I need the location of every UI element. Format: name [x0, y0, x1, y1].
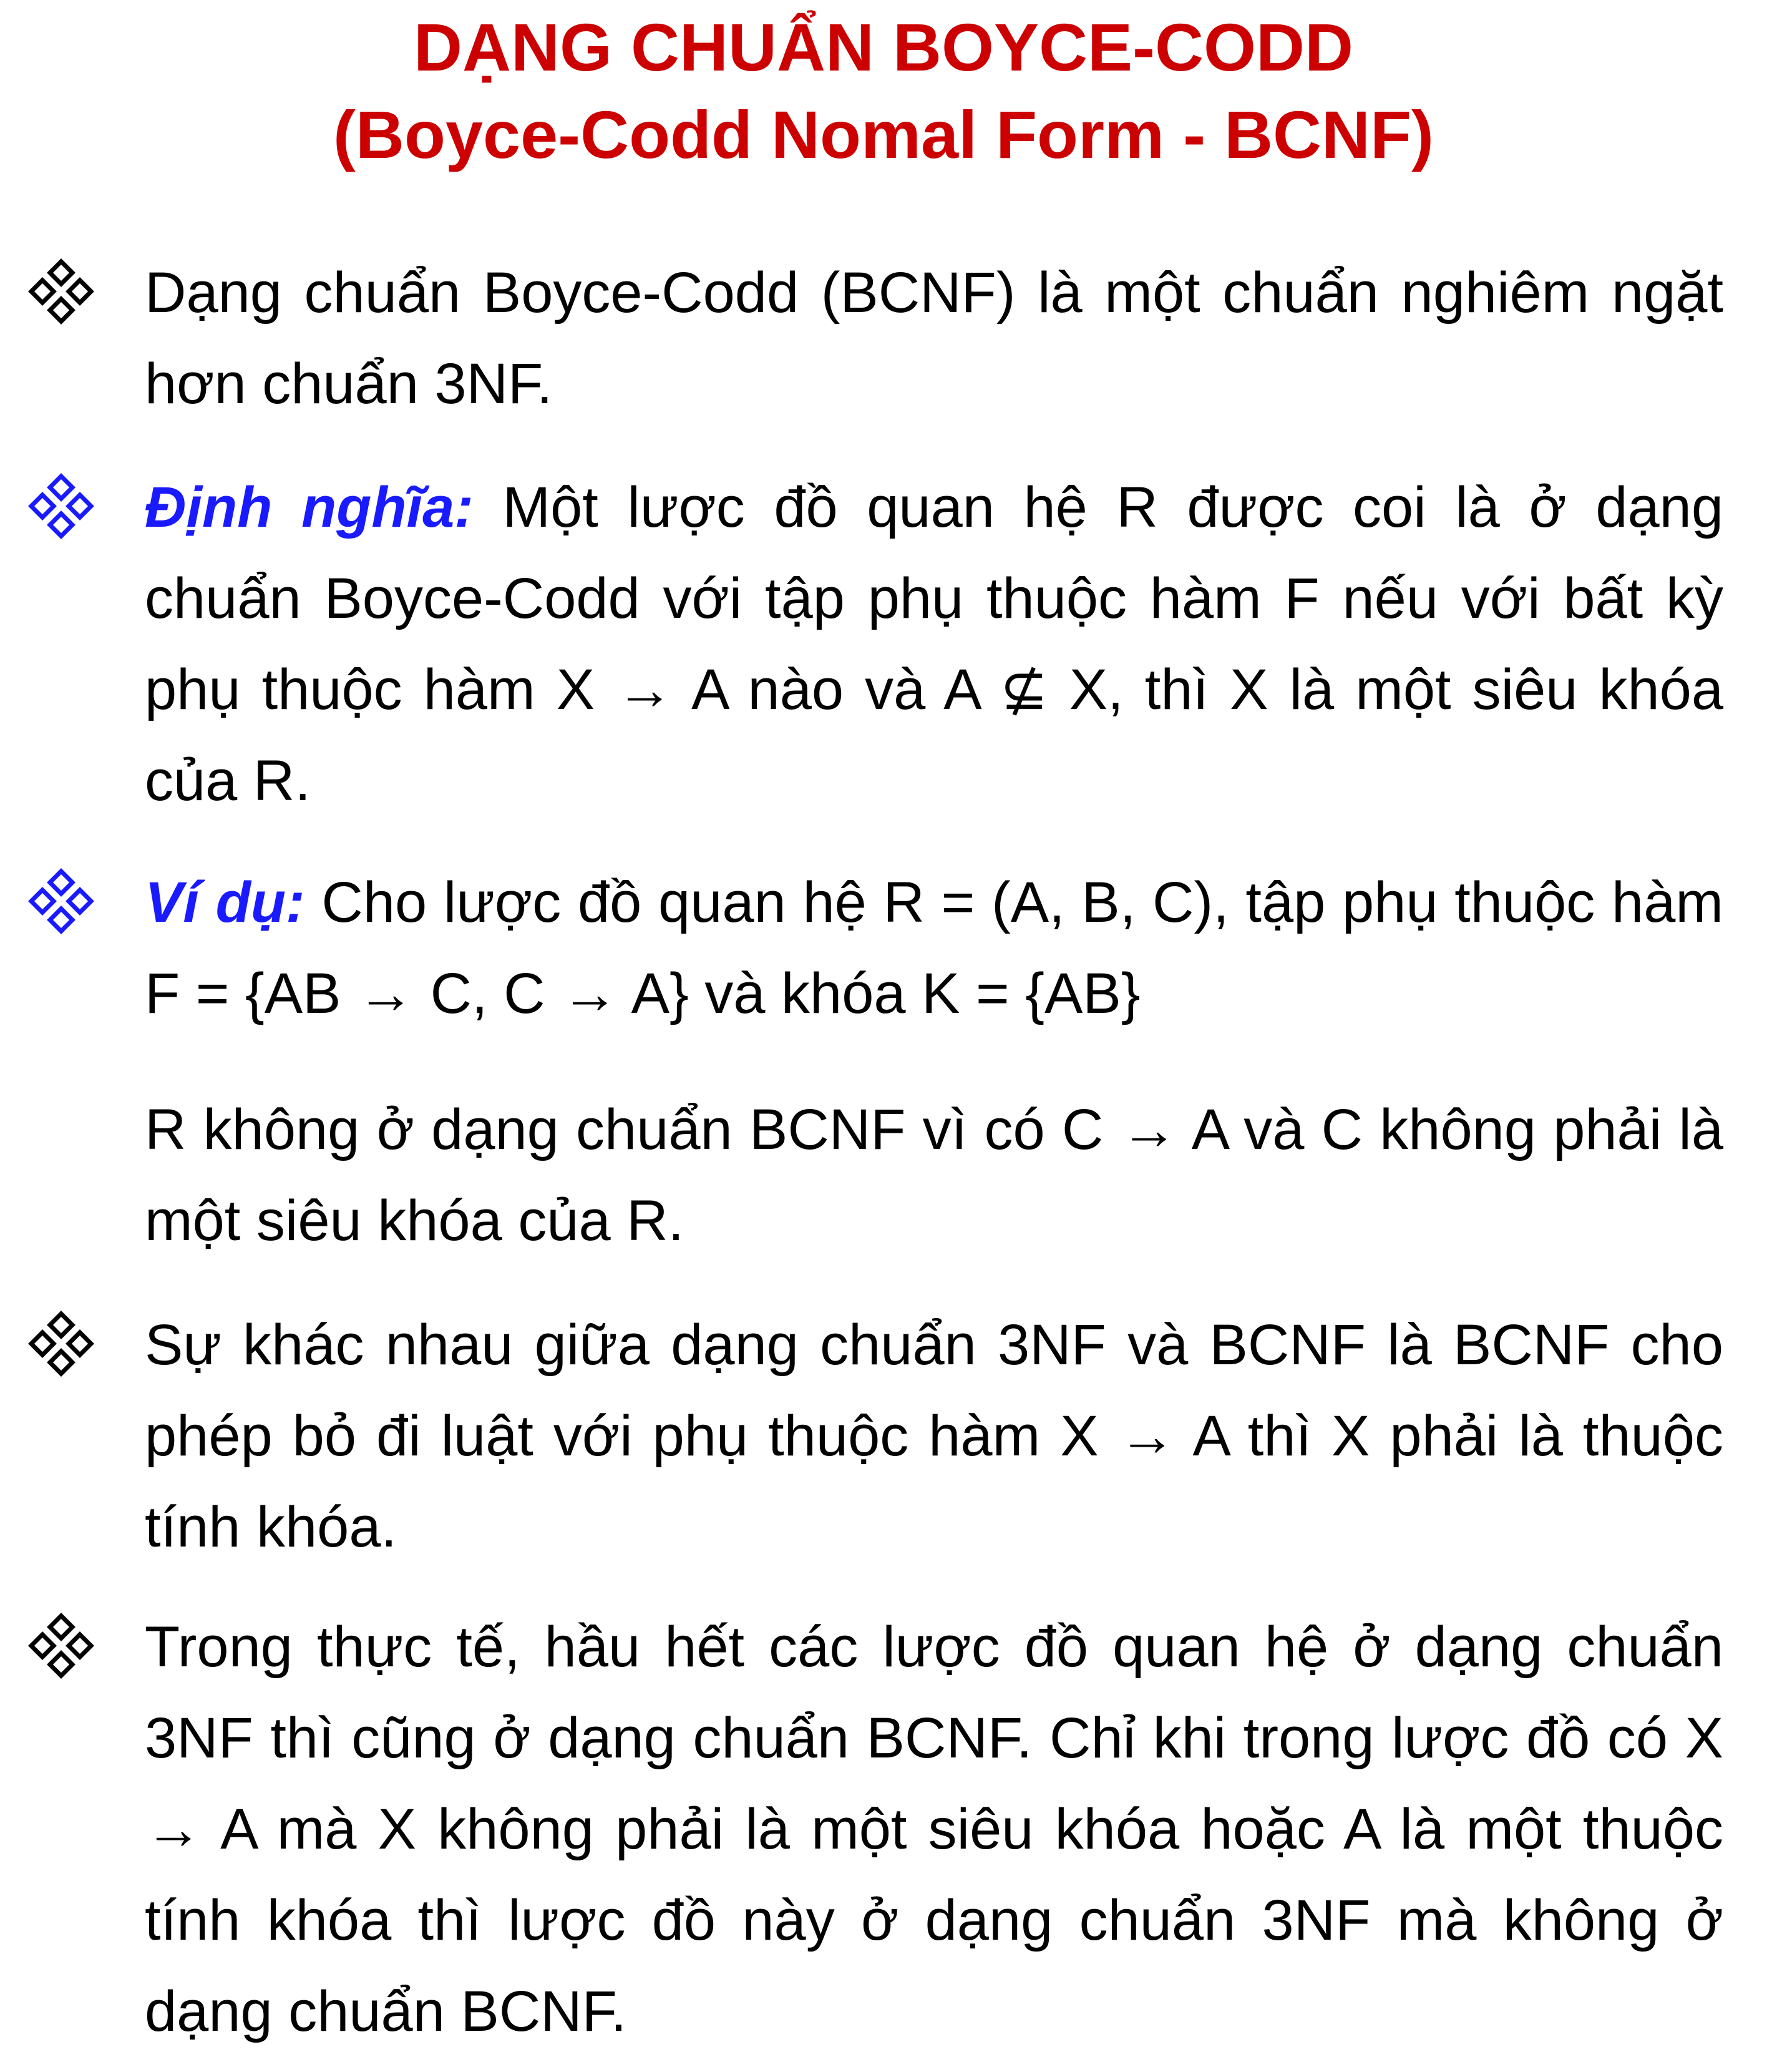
page-subtitle: (Boyce-Codd Nomal Form - BCNF)	[333, 97, 1434, 172]
item-text	[145, 462, 1723, 826]
item-text: Sự khác nhau giữa dạng chuẩn 3NF và BCNF là BCNF cho phép bỏ đi luật với phụ thuộc hàm X → A thì X phải là thuộc tính khóa.	[145, 1313, 1723, 1559]
definition-label: Định nghĩa:	[145, 476, 474, 539]
item-text	[145, 857, 1723, 1039]
diamond-cluster-icon	[24, 469, 99, 544]
diamond-cluster-icon	[24, 254, 99, 329]
diamond-cluster-icon	[24, 1608, 99, 1683]
item-text: Trong thực tế, hầu hết các lược đồ quan hệ ở dạng chuẩn 3NF thì cũng ở dạng chuẩn BCNF. Chỉ khi trong lược đồ có X → A mà X không phải là một siêu khóa hoặc A là một thuộc tính khóa thì lược đồ này ở dạng chuẩn 3NF mà không ở dạng chuẩn BCNF.	[145, 1615, 1723, 2043]
item-text: R không ở dạng chuẩn BCNF vì có C → A và C không phải là một siêu khóa của R.	[145, 1098, 1723, 1253]
diamond-cluster-icon	[24, 864, 99, 939]
diamond-cluster-icon	[24, 1306, 99, 1381]
example-body: Cho lược đồ quan hệ R = (A, B, C), tập phụ thuộc hàm F = {AB → C, C → A} và khóa K = {AB}	[145, 871, 1724, 1025]
page-title: DẠNG CHUẨN BOYCE-CODD	[414, 9, 1353, 85]
example-label: Ví dụ:	[145, 871, 305, 934]
item-text: Dạng chuẩn Boyce-Codd (BCNF) là một chuẩn nghiêm ngặt hơn chuẩn 3NF.	[145, 261, 1723, 416]
definition-body: Một lược đồ quan hệ R được coi là ở dạng chuẩn Boyce-Codd với tập phụ thuộc hàm F nếu với bất kỳ phụ thuộc hàm X → A nào và A ⊈ X, thì X là một siêu khóa của R.	[145, 476, 1723, 813]
